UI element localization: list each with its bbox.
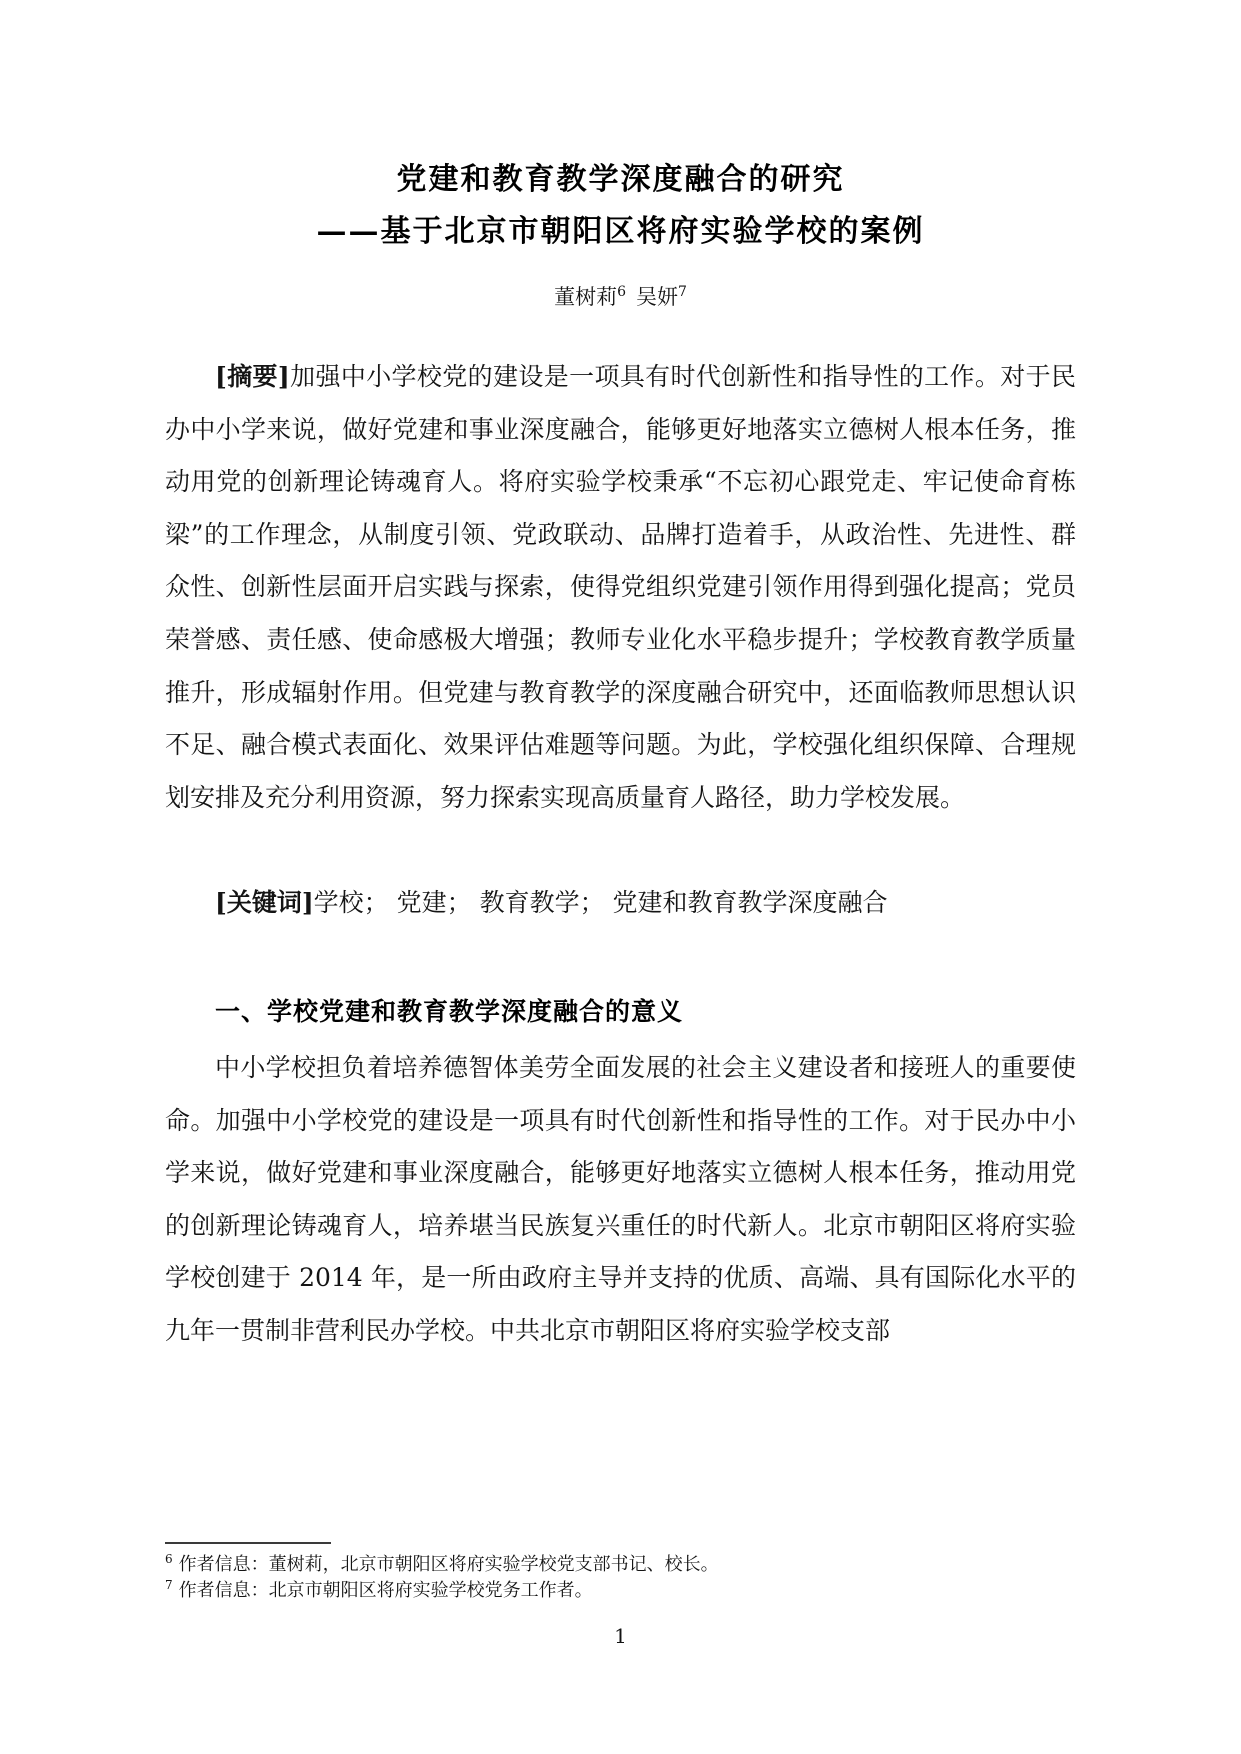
footnote-text: 作者信息：北京市朝阳区将府实验学校党务工作者。 [178,1580,593,1601]
keywords-label: [关键词] [215,888,314,917]
abstract-text: 加强中小学校党的建设是一项具有时代创新性和指导性的工作。对于民办中小学来说，做好党建和事业深度融合，能够更好地落实立德树人根本任务，推动用党的创新理论铸魂育人。将府实验学校秉承“不忘初心跟党走、牢记使命育栋梁”的工作理念，从制度引领、党政联动、品牌打造着手，从政治性、先进性、群众性、创新性层面开启实践与探索，使得党组织党建引领作用得到强化提高；党员荣誉感、责任感、使命感极大增强；教师专业化水平稳步提升；学校教育教学质量推升，形成辐射作用。但党建与教育教学的深度融合研究中，还面临教师思想认识不足、融合模式表面化、效果评估难题等问题。为此，学校强化组织保障、合理规划安排及充分利用资源，努力探索实现高质量育人路径，助力学校发展。 [165,362,1076,812]
paper-title: 党建和教育教学深度融合的研究 [396,162,845,197]
footnote-ref: 7 [165,1578,173,1592]
footnote-ref: 6 [165,1552,173,1566]
footnote-text: 作者信息：董树莉，北京市朝阳区将府实验学校党支部书记、校长。 [178,1554,719,1575]
footnote-separator [165,1542,331,1544]
author-name: 董树莉 [554,285,618,309]
author-footnote-ref: 6 [617,284,626,300]
abstract-label: [摘要] [215,362,290,391]
footnote [165,1552,1076,1578]
paper-subtitle: ——基于北京市朝阳区将府实验学校的案例 [316,214,925,249]
author-name: 吴妍 [636,285,678,309]
footnotes-area [165,1552,1076,1604]
page-number: 1 [614,1624,627,1648]
author-footnote-ref: 7 [678,284,687,300]
abstract-paragraph [165,351,1076,824]
keywords-paragraph [165,877,1076,930]
body-paragraph: 中小学校担负着培养德智体美劳全面发展的社会主义建设者和接班人的重要使命。加强中小学校党的建设是一项具有时代创新性和指导性的工作。对于民办中小学来说，做好党建和事业深度融合，能够更好地落实立德树人根本任务，推动用党的创新理论铸魂育人，培养堪当民族复兴重任的时代新人。北京市朝阳区将府实验学校创建于 2014 年，是一所由政府主导并支持的优质、高端、具有国际化水平的九年一贯制非营利民办学校。中共北京市朝阳区将府实验学校支部 [165,1053,1076,1345]
footnote [165,1578,1076,1604]
keywords-text: 学校； 党建； 教育教学； 党建和教育教学深度融合 [313,888,888,917]
authors-line [165,282,1076,312]
section-heading: 一、学校党建和教育教学深度融合的意义 [215,997,684,1026]
